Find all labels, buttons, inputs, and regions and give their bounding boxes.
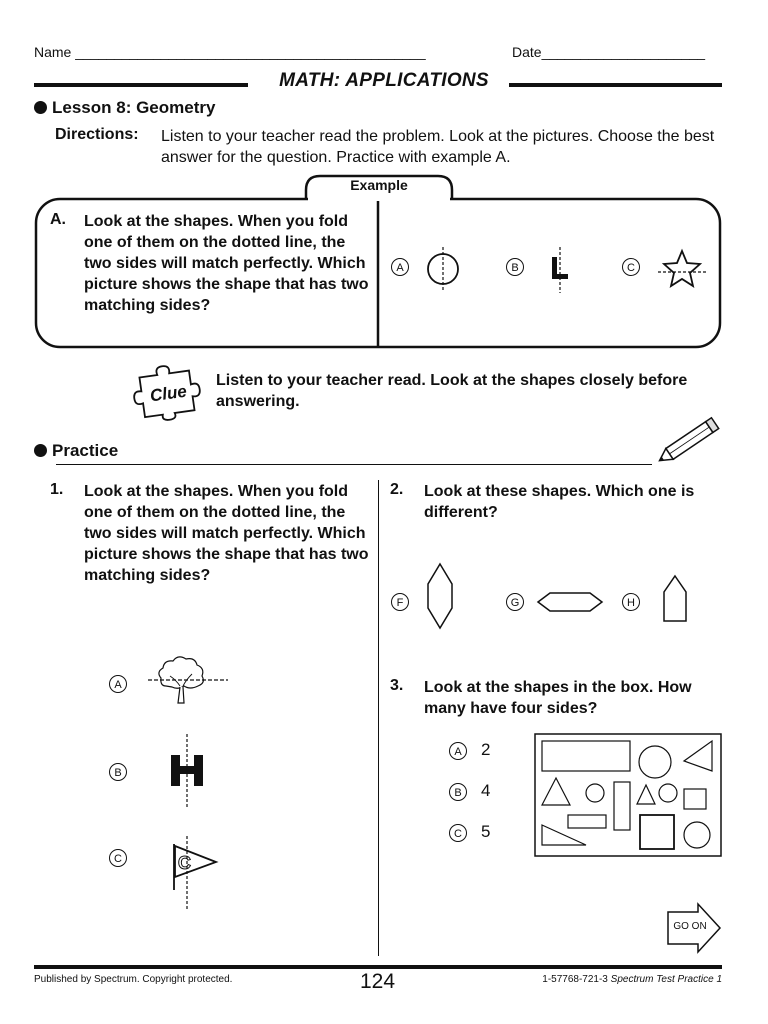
q3-option-b[interactable]: B	[449, 783, 467, 801]
star-shape	[664, 251, 700, 286]
q2-shapes	[420, 560, 700, 640]
q3-answer-c: 5	[481, 822, 491, 841]
q3-shape-box	[534, 733, 724, 859]
wide-hexagon-shape	[538, 593, 602, 611]
example-question: Look at the shapes. When you fold one of them on the dotted line, the two sides will match perfectly. Which picture shows the shape that has two matching sides?	[84, 213, 369, 314]
footer-book-info	[500, 974, 722, 985]
q2-text: Look at these shapes. Which one is different?	[424, 483, 695, 521]
example-option-c[interactable]: C	[622, 258, 640, 276]
practice-rule	[56, 464, 652, 465]
page-title: MATH: APPLICATIONS	[279, 70, 489, 91]
box-frame	[535, 734, 721, 856]
pencil-icon	[650, 416, 726, 468]
q1-number: 1.	[50, 481, 64, 498]
footer-book-title: Spectrum Test Practice 1	[610, 974, 722, 985]
flag-shape	[174, 844, 216, 890]
q1-option-c[interactable]: C	[109, 849, 127, 867]
footer-rule	[34, 965, 722, 969]
example-option-b[interactable]: B	[506, 258, 524, 276]
directions-label: Directions:	[55, 126, 139, 143]
q1-option-b[interactable]: B	[109, 763, 127, 781]
name-blank: _____________________________________________	[75, 44, 426, 60]
practice-title: Practice	[52, 441, 119, 460]
date-blank: _____________________	[541, 44, 706, 60]
q3-number: 3.	[390, 677, 404, 694]
q3-answer-a: 2	[481, 740, 491, 759]
pentagon-shape	[664, 576, 686, 621]
clue-badge: Clue	[148, 381, 188, 406]
q3-option-a[interactable]: A	[449, 742, 467, 760]
date-label: Date	[512, 44, 542, 60]
go-on-label: GO ON	[673, 921, 707, 932]
q3-option-c[interactable]: C	[449, 824, 467, 842]
tall-hexagon-shape	[428, 564, 452, 628]
footer-isbn: 1-57768-721-3	[542, 974, 608, 985]
bullet-icon	[34, 444, 47, 457]
svg-text:C: C	[178, 853, 191, 873]
footer-publisher: Published by Spectrum. Copyright protected.	[34, 974, 233, 985]
q2-option-g[interactable]: G	[506, 593, 524, 611]
q2-option-h[interactable]: H	[622, 593, 640, 611]
q1-shapes	[140, 650, 240, 920]
example-number: A.	[50, 211, 66, 228]
example-tab-label: Example	[350, 177, 408, 193]
example-option-a[interactable]: A	[391, 258, 409, 276]
q3-answer-b: 4	[481, 781, 491, 800]
lesson-title: Lesson 8: Geometry	[52, 98, 216, 117]
name-label: Name	[34, 44, 72, 60]
q2-option-f[interactable]: F	[391, 593, 409, 611]
example-shapes	[420, 245, 710, 293]
practice-heading	[34, 441, 118, 461]
q2-number: 2.	[390, 481, 404, 498]
directions-text: Listen to your teacher read the problem. Look at the pictures. Choose the best answer for the question. Practice with example A.	[161, 128, 715, 166]
q1-text: Look at the shapes. When you fold one of them on the dotted line, the two sides will match perfectly. Which picture shows the shape that has two matching sides?	[84, 483, 369, 584]
column-divider	[378, 480, 379, 956]
q3-text: Look at the shapes in the box. How many have four sides?	[424, 679, 692, 717]
clue-text: Listen to your teacher read. Look at the shapes closely before answering.	[216, 372, 688, 410]
q1-option-a[interactable]: A	[109, 675, 127, 693]
page-number: 124	[360, 970, 396, 993]
